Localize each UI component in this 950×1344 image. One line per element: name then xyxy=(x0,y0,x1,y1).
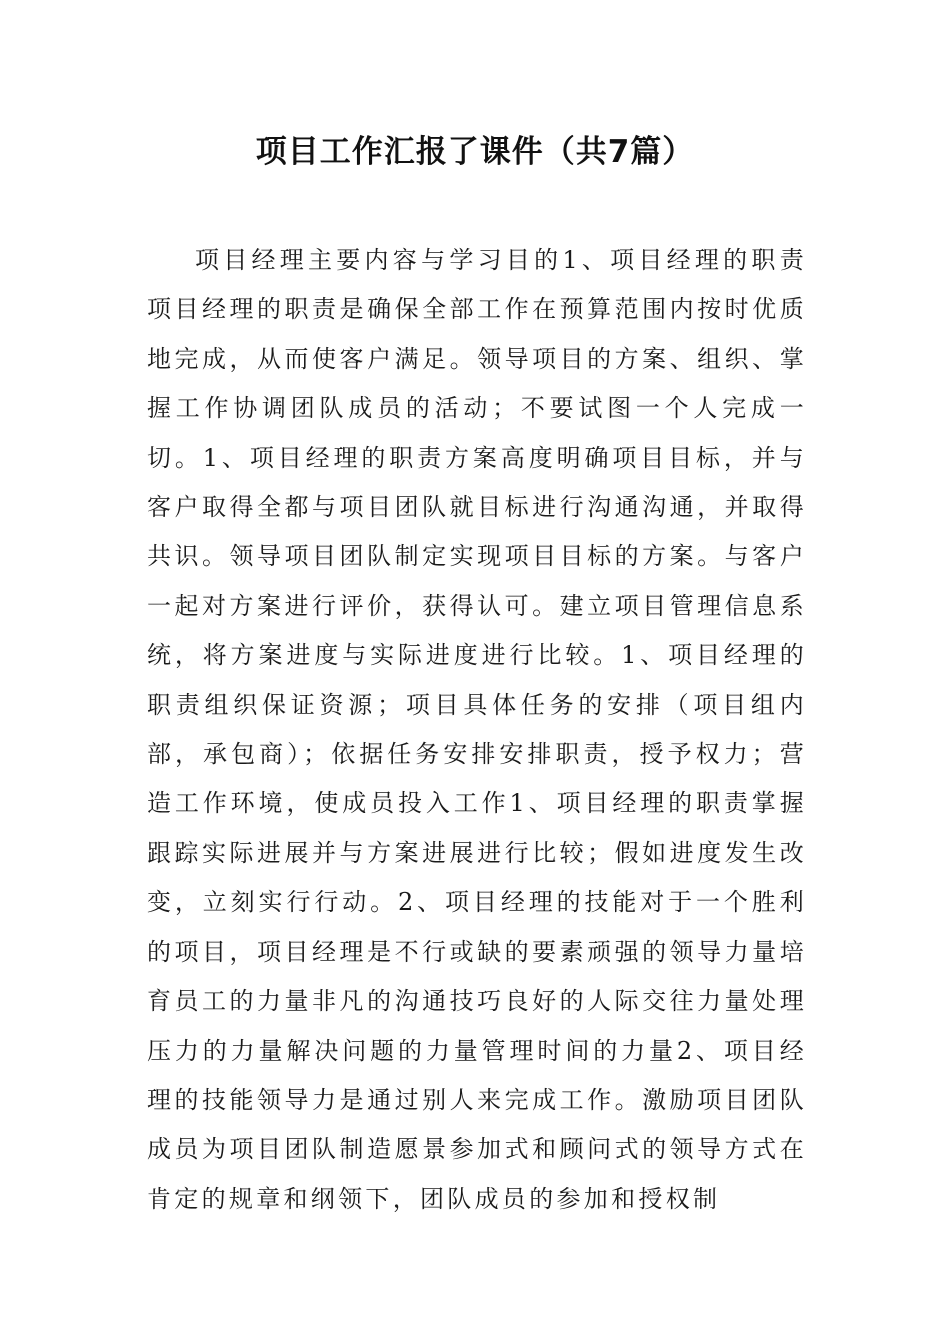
document-title: 项目工作汇报了课件（共7篇） xyxy=(255,134,695,170)
document-body-paragraph: 项目经理主要内容与学习目的1、项目经理的职责项目经理的职责是确保全部工作在预算范围内按时优质地完成，从而使客户满足。领导项目的方案、组织、掌握工作协调团队成员的活动；不要试图一个人完成一切。1、项目经理的职责方案高度明确项目目标，并与客户取得全都与项目团队就目标进行沟通沟通，并取得共识。领导项目团队制定实现项目目标的方案。与客户一起对方案进行评价，获得认可。建立项目管理信息系统，将方案进度与实际进度进行比较。1、项目经理的职责组织保证资源；项目具体任务的安排（项目组内部，承包商）；依据任务安排安排职责，授予权力；营造工作环境，使成员投入工作1、项目经理的职责掌握跟踪实际进展并与方案进展进行比较；假如进度发生改变，立刻实行行动。2、项目经理的技能对于一个胜利的项目，项目经理是不行或缺的要素顽强的领导力量培育员工的力量非凡的沟通技巧良好的人际交往力量处理压力的力量解决问题的力量管理时间的力量2、项目经理的技能领导力是通过别人来完成工作。激励项目团队成员为项目团队制造愿景参加式和顾问式的领导方式在肯定的规章和纲领下，团队成员的参加和授权制 xyxy=(147,246,807,1213)
